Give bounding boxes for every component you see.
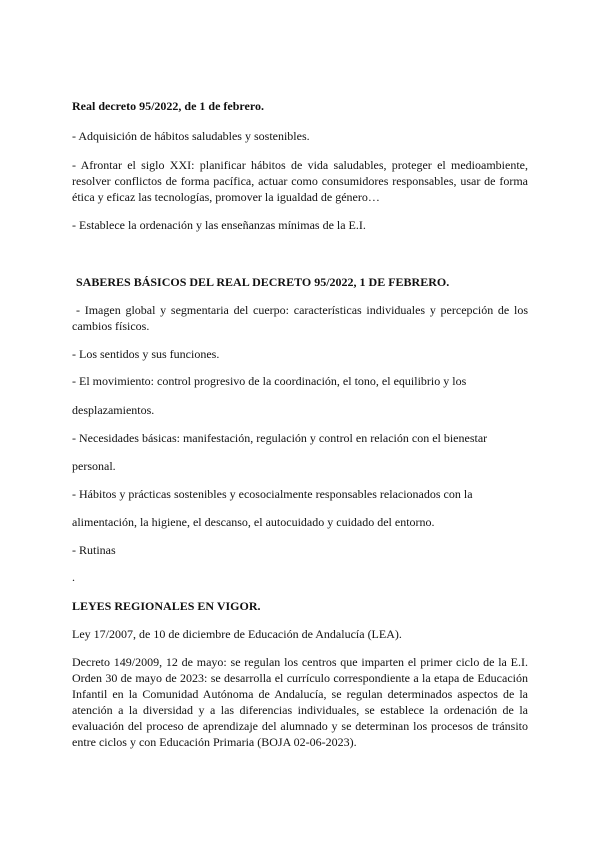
list-item-continuation: alimentación, la higiene, el descanso, el autocuidado y cuidado del entorno. (72, 515, 435, 529)
list-item-continuation: cambios físicos. (72, 319, 150, 333)
list-item: - Establece la ordenación y las enseñanzas mínimas de la E.I. (72, 218, 366, 232)
law-item-continuation: Infantil en la Comunidad Autónoma de Andalucía, se regulan determinados aspectos de la (72, 687, 528, 701)
list-item: - Afrontar el siglo XXI: planificar hábitos de vida saludables, proteger el medioambiente, (72, 158, 528, 172)
list-item: - Imagen global y segmentaria del cuerpo: características individuales y percepción de los (76, 303, 528, 317)
list-item: - Rutinas (72, 543, 116, 557)
heading-real-decreto: Real decreto 95/2022, de 1 de febrero. (72, 99, 264, 113)
list-item: - Hábitos y prácticas sostenibles y ecosocialmente responsables relacionados con la (72, 487, 473, 501)
law-item-continuation: entre ciclos y con Educación Primaria (BOJA 02-06-2023). (72, 735, 357, 749)
list-item-continuation: personal. (72, 459, 116, 473)
list-item-continuation: desplazamientos. (72, 403, 155, 417)
heading-saberes-basicos: SABERES BÁSICOS DEL REAL DECRETO 95/2022, 1 DE FEBRERO. (76, 275, 450, 289)
stray-dot: . (72, 570, 75, 584)
law-item-continuation: atención a la diversidad y a las diferencias individuales, se establece la ordenación de la (72, 703, 528, 717)
law-item: Orden 30 de mayo de 2023: se desarrolla el currículo correspondiente a la etapa de Educación (72, 671, 528, 685)
list-item-continuation: ética y eficaz las tecnologías, promover la igualdad de género… (72, 190, 380, 204)
law-item-continuation: evaluación del proceso de aprendizaje del alumnado y se determinan los procesos de tránsito (72, 719, 528, 733)
list-item: - Necesidades básicas: manifestación, regulación y control en relación con el bienestar (72, 431, 488, 445)
list-item: - Adquisición de hábitos saludables y sostenibles. (72, 129, 310, 143)
law-item: Ley 17/2007, de 10 de diciembre de Educación de Andalucía (LEA). (72, 627, 402, 641)
list-item: - Los sentidos y sus funciones. (72, 347, 220, 361)
list-item-continuation: resolver conflictos de forma pacífica, actuar como consumidores responsables, usar de forma (72, 174, 528, 188)
law-item: Decreto 149/2009, 12 de mayo: se regulan los centros que imparten el primer ciclo de la E.I. (72, 655, 528, 669)
list-item: - El movimiento: control progresivo de la coordinación, el tono, el equilibrio y los (72, 374, 467, 388)
heading-leyes-regionales: LEYES REGIONALES EN VIGOR. (72, 599, 261, 613)
